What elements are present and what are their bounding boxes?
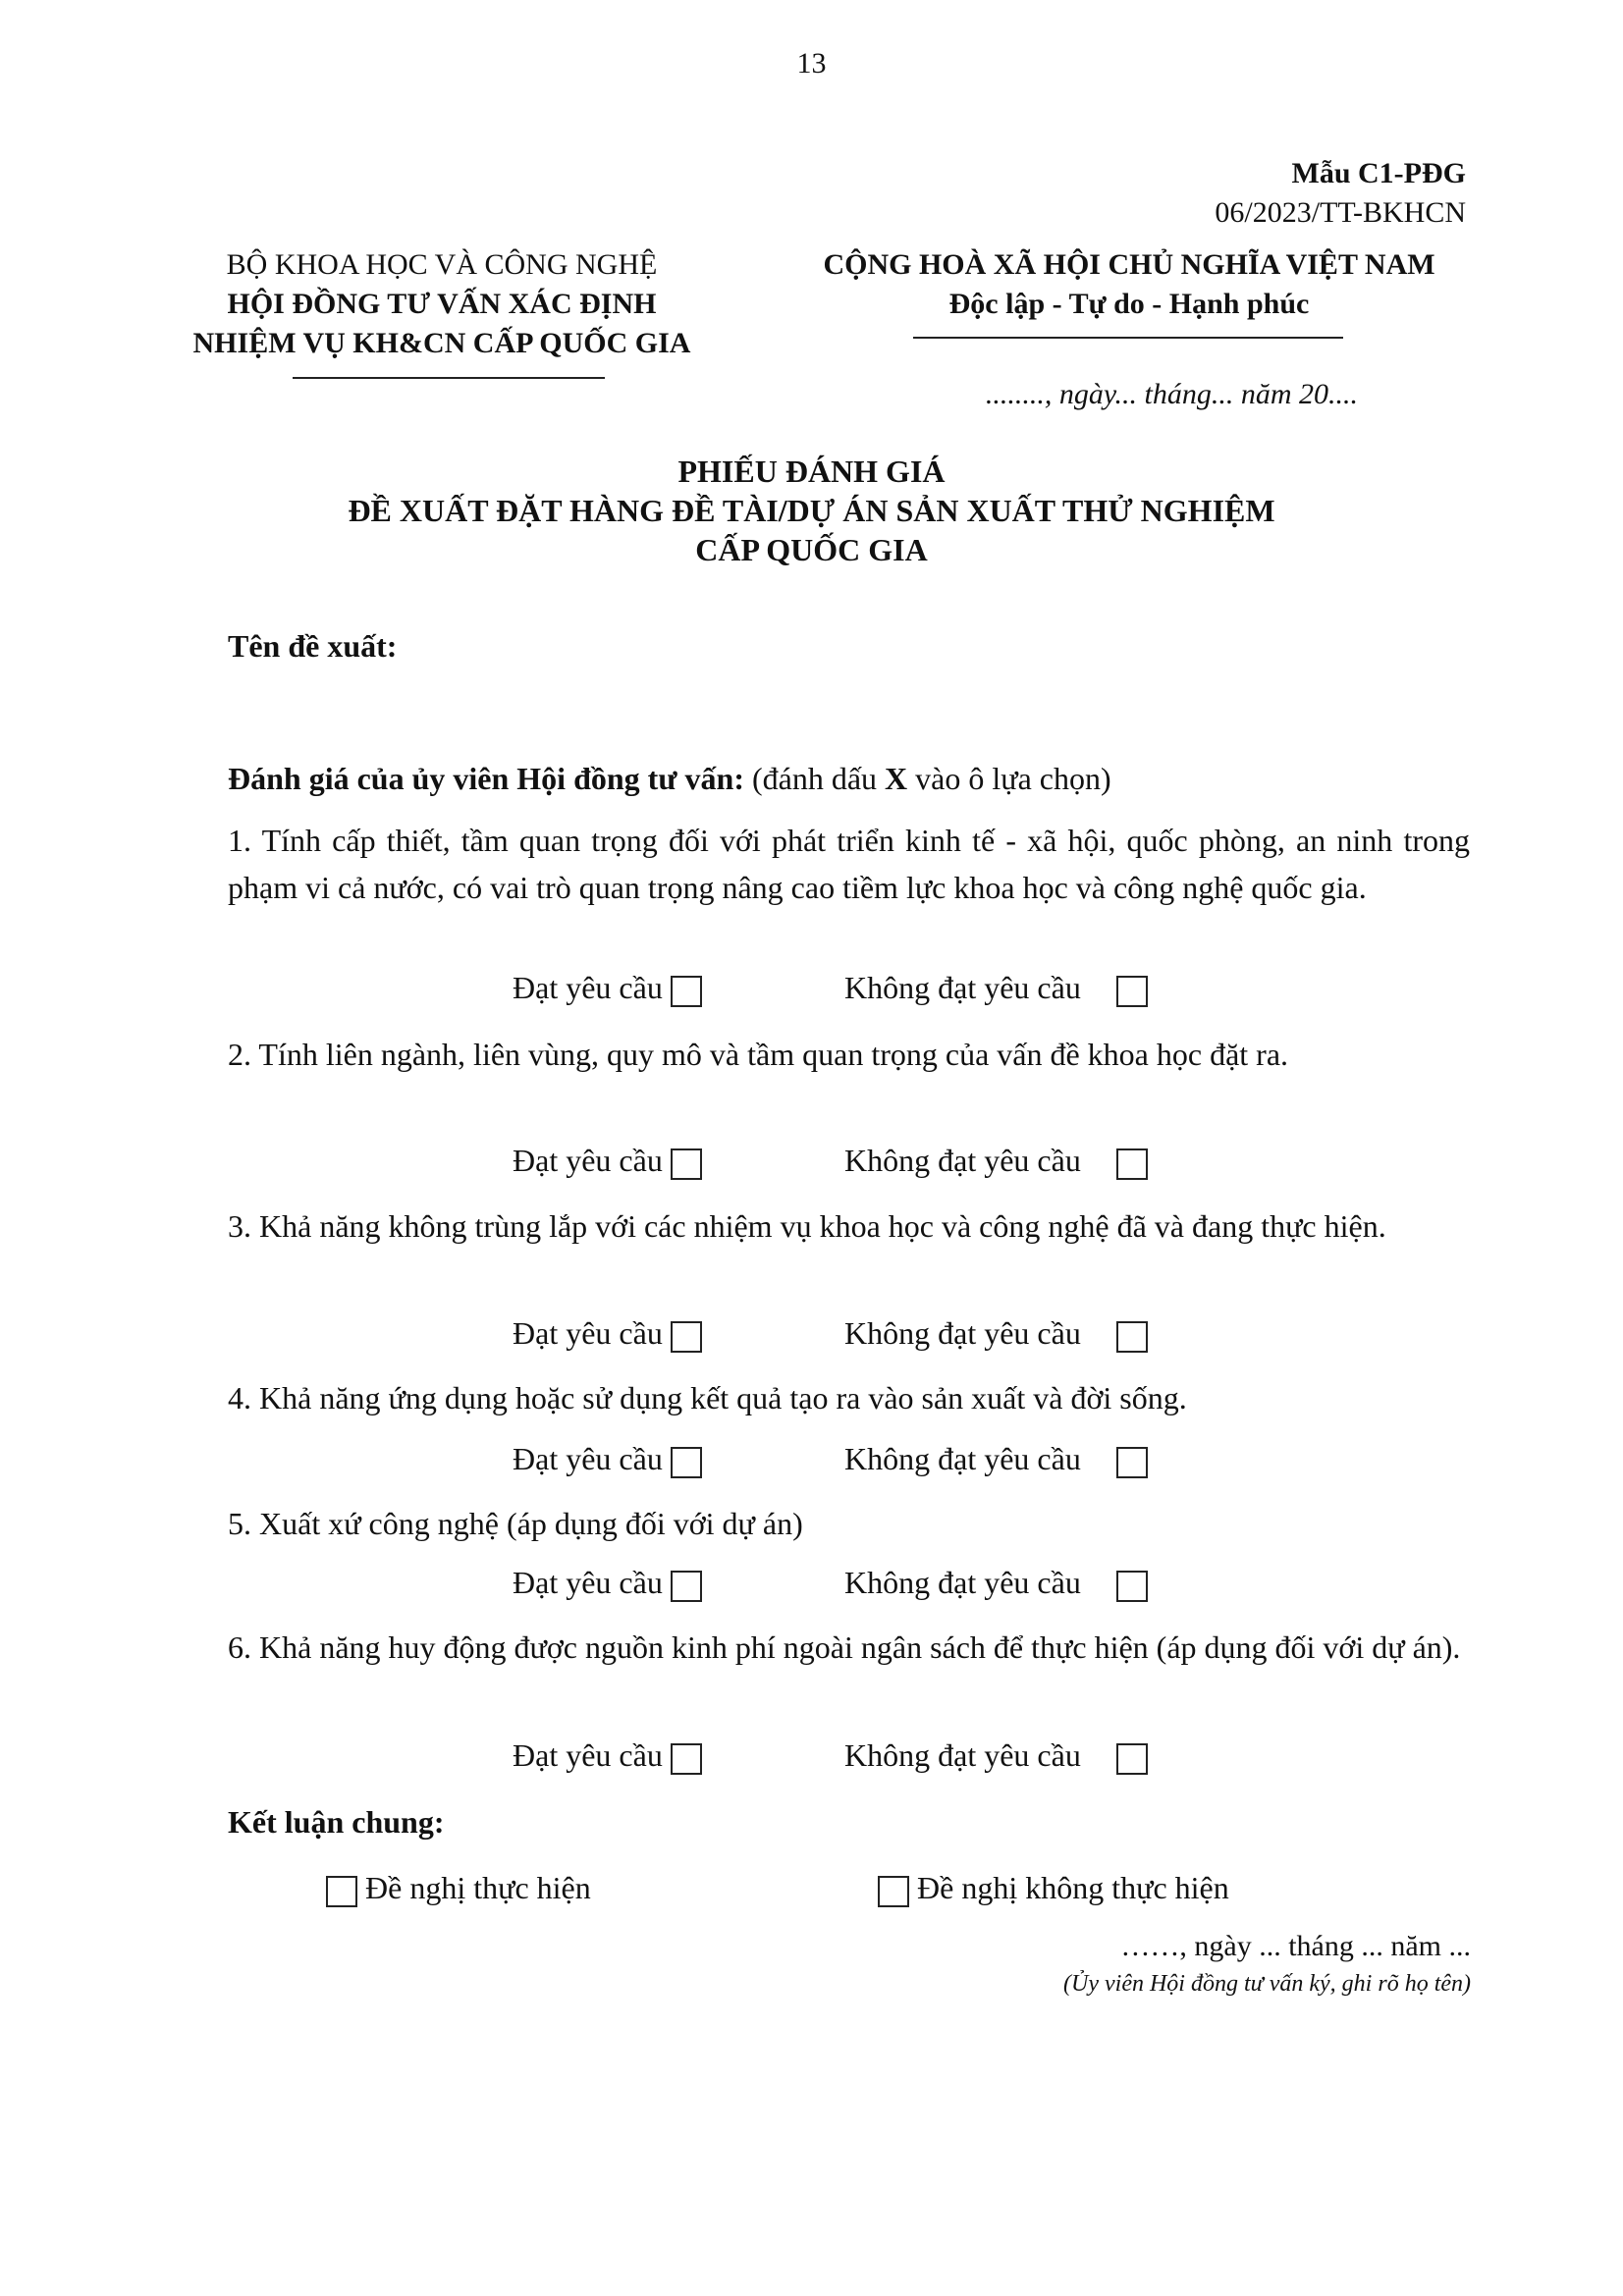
instruction-mark: X — [885, 761, 908, 796]
fail-label: Không đạt yêu cầu — [844, 1143, 1081, 1178]
pass-label: Đạt yêu cầu — [513, 1737, 663, 1773]
criterion-text: Khả năng không trùng lắp với các nhiệm vụ khoa học và công nghệ đã và đang thực hiện. — [259, 1208, 1386, 1244]
fail-label: Không đạt yêu cầu — [844, 1441, 1081, 1476]
fail-checkbox[interactable] — [1116, 1743, 1148, 1775]
criterion-5 — [228, 1500, 1470, 1547]
instruction-prefix: (đánh dấu — [751, 761, 886, 796]
pass-label: Đạt yêu cầu — [513, 1441, 663, 1476]
title-line-3: CẤP QUỐC GIA — [695, 532, 928, 567]
criterion-6 — [228, 1624, 1470, 1671]
issuing-agency — [147, 245, 736, 363]
criterion-4-pass — [513, 1441, 702, 1478]
criterion-5-fail — [844, 1565, 1148, 1602]
criterion-3 — [228, 1202, 1470, 1250]
criterion-1-pass — [513, 970, 702, 1007]
pass-checkbox[interactable] — [671, 1148, 702, 1180]
country-name: CỘNG HOÀ XÃ HỘI CHỦ NGHĨA VIỆT NAM — [823, 248, 1435, 281]
criterion-1-fail — [844, 970, 1148, 1007]
criterion-number: 6. — [228, 1629, 251, 1665]
signature-date: ……, ngày ... tháng ... năm ... — [1120, 1930, 1471, 1962]
criterion-number: 1. — [228, 823, 251, 858]
date-line: ........, ngày... tháng... năm 20.... — [985, 378, 1358, 410]
criterion-5-pass — [513, 1565, 702, 1602]
criterion-4-fail — [844, 1441, 1148, 1478]
recommend-checkbox[interactable] — [326, 1876, 357, 1907]
fail-label: Không đạt yêu cầu — [844, 1737, 1081, 1773]
page-number: 13 — [796, 47, 827, 80]
criterion-4 — [228, 1374, 1470, 1421]
not-recommend-option — [878, 1870, 1229, 1907]
council-name-2: NHIỆM VỤ KH&CN CẤP QUỐC GIA — [192, 327, 691, 359]
criterion-text: Tính cấp thiết, tầm quan trọng đối với phát triển kinh tế - xã hội, quốc phòng, an ninh trong phạm vi cả nước, có vai trò quan trọng nâng cao tiềm lực khoa học và công nghệ quốc gia. — [228, 823, 1471, 905]
criterion-2-pass — [513, 1143, 702, 1180]
not-recommend-label: Đề nghị không thực hiện — [917, 1870, 1229, 1905]
criterion-number: 3. — [228, 1208, 251, 1244]
council-name: HỘI ĐỒNG TƯ VẤN XÁC ĐỊNH — [227, 288, 657, 320]
pass-checkbox[interactable] — [671, 1571, 702, 1602]
criterion-3-fail — [844, 1315, 1148, 1353]
pass-label: Đạt yêu cầu — [513, 1565, 663, 1600]
criterion-number: 2. — [228, 1037, 251, 1072]
signature-note: (Ủy viên Hội đồng tư vấn ký, ghi rõ họ tên) — [1063, 1971, 1471, 1997]
criterion-3-pass — [513, 1315, 702, 1353]
not-recommend-checkbox[interactable] — [878, 1876, 909, 1907]
pass-label: Đạt yêu cầu — [513, 970, 663, 1005]
fail-label: Không đạt yêu cầu — [844, 1565, 1081, 1600]
right-divider — [913, 337, 1343, 339]
criterion-1 — [228, 817, 1470, 911]
fail-label: Không đạt yêu cầu — [844, 1315, 1081, 1351]
criterion-text: Xuất xứ công nghệ (áp dụng đối với dự án) — [259, 1506, 803, 1541]
pass-label: Đạt yêu cầu — [513, 1143, 663, 1178]
fail-checkbox[interactable] — [1116, 1321, 1148, 1353]
criterion-text: Khả năng ứng dụng hoặc sử dụng kết quả tạo ra vào sản xuất và đời sống. — [259, 1380, 1187, 1415]
criterion-6-fail — [844, 1737, 1148, 1775]
pass-checkbox[interactable] — [671, 1321, 702, 1353]
left-divider — [293, 377, 605, 379]
criterion-number: 4. — [228, 1380, 251, 1415]
ministry-name: BỘ KHOA HỌC VÀ CÔNG NGHỆ — [226, 248, 658, 281]
criterion-2-fail — [844, 1143, 1148, 1180]
criterion-2 — [228, 1031, 1470, 1078]
criterion-6-pass — [513, 1737, 702, 1775]
fail-label: Không đạt yêu cầu — [844, 970, 1081, 1005]
pass-label: Đạt yêu cầu — [513, 1315, 663, 1351]
pass-checkbox[interactable] — [671, 1447, 702, 1478]
fail-checkbox[interactable] — [1116, 1571, 1148, 1602]
criterion-text: Khả năng huy động được nguồn kinh phí ngoài ngân sách để thực hiện (áp dụng đối với dự án). — [259, 1629, 1461, 1665]
fail-checkbox[interactable] — [1116, 1148, 1148, 1180]
evaluation-label: Đánh giá của ủy viên Hội đồng tư vấn: — [228, 761, 744, 796]
motto: Độc lập - Tự do - Hạnh phúc — [948, 288, 1310, 320]
recommend-option — [326, 1870, 591, 1907]
pass-checkbox[interactable] — [671, 976, 702, 1007]
form-reference: 06/2023/TT-BKHCN — [1215, 196, 1466, 229]
national-header — [776, 245, 1483, 324]
criterion-number: 5. — [228, 1506, 251, 1541]
recommend-label: Đề nghị thực hiện — [365, 1870, 591, 1905]
criterion-text: Tính liên ngành, liên vùng, quy mô và tầm quan trọng của vấn đề khoa học đặt ra. — [258, 1037, 1289, 1072]
instruction-suffix: vào ô lựa chọn) — [907, 761, 1111, 796]
document-title — [0, 452, 1623, 569]
form-code: Mẫu C1-PĐG — [1291, 157, 1466, 189]
title-line-1: PHIẾU ĐÁNH GIÁ — [677, 454, 946, 489]
title-line-2: ĐỀ XUẤT ĐẶT HÀNG ĐỀ TÀI/DỰ ÁN SẢN XUẤT THỬ NGHIỆM — [348, 493, 1275, 528]
proposal-name-label: Tên đề xuất: — [228, 628, 398, 664]
evaluation-heading — [228, 756, 1111, 801]
fail-checkbox[interactable] — [1116, 976, 1148, 1007]
fail-checkbox[interactable] — [1116, 1447, 1148, 1478]
conclusion-label: Kết luận chung: — [228, 1804, 445, 1840]
pass-checkbox[interactable] — [671, 1743, 702, 1775]
